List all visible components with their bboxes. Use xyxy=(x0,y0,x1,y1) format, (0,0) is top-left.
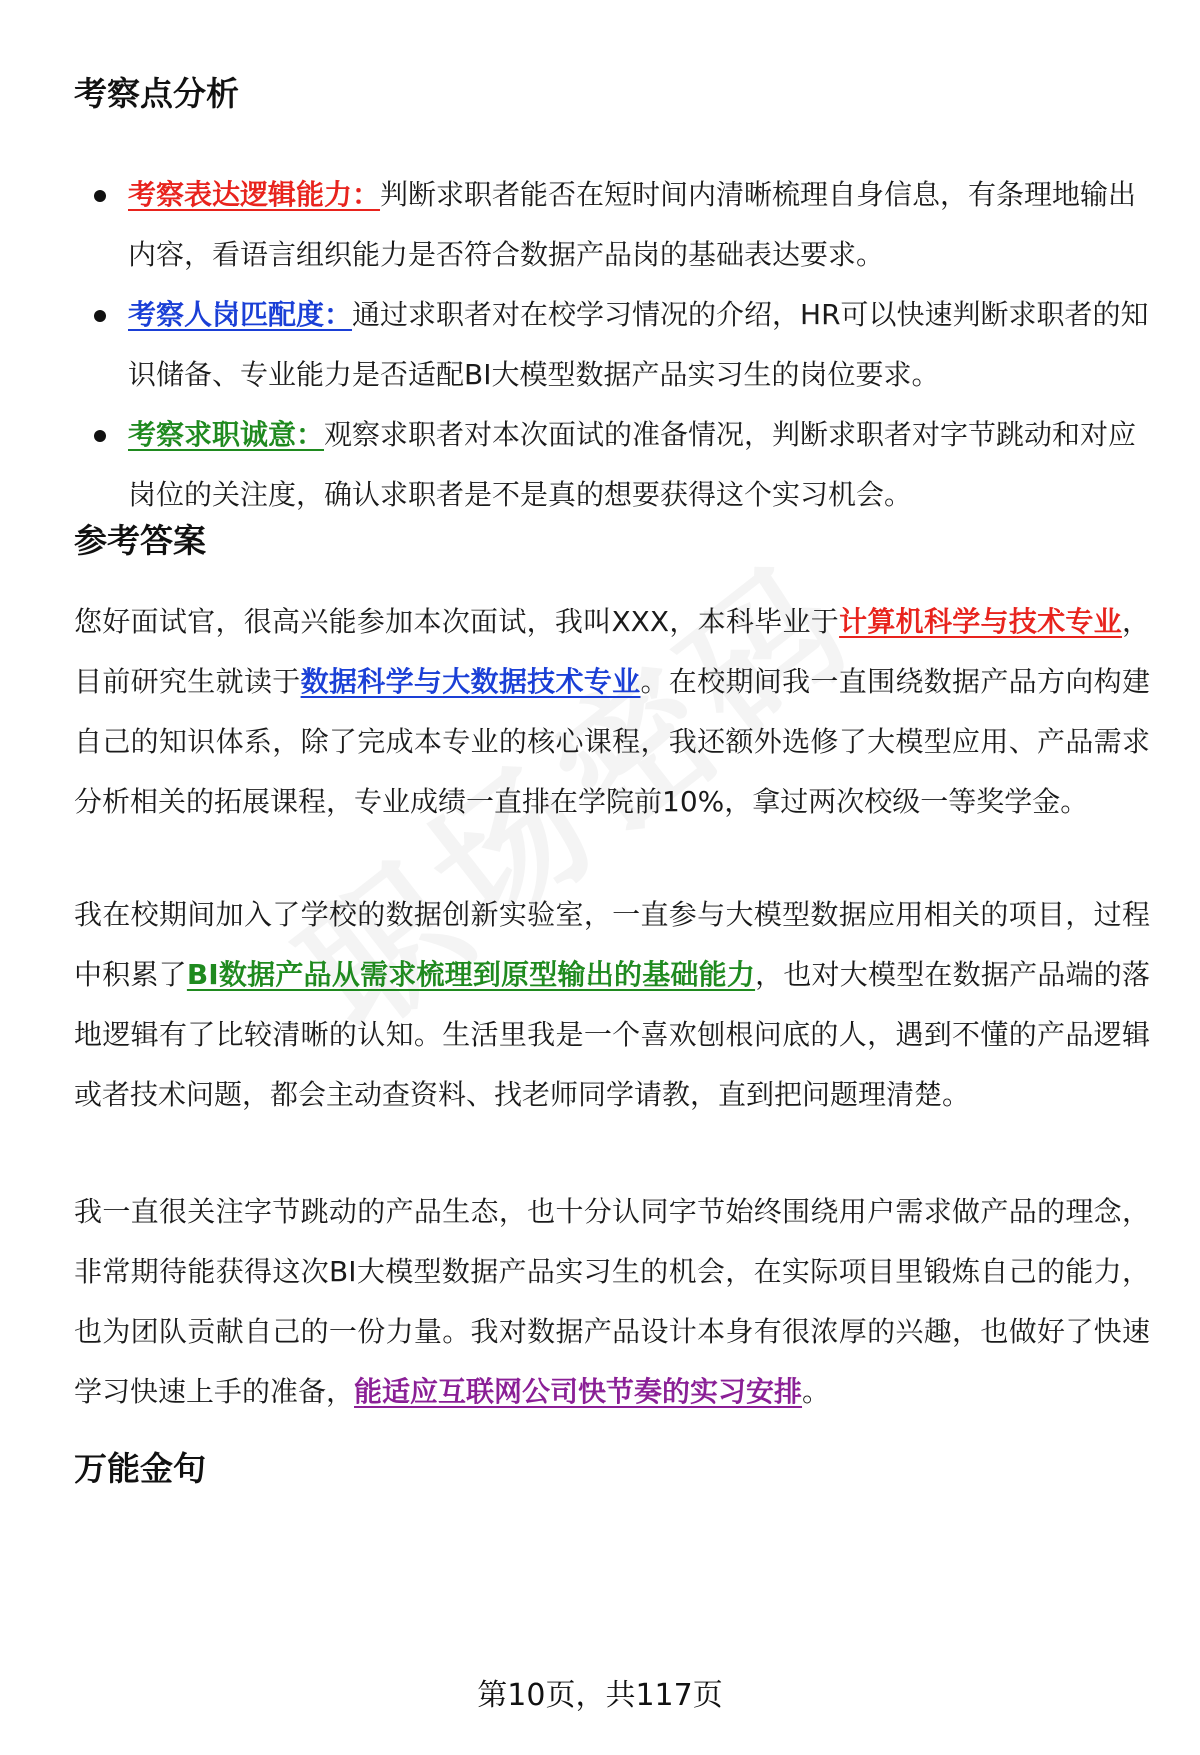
answer-text: 。 xyxy=(802,1375,831,1408)
answer-keyword: 能适应互联网公司快节奏的实习安排 xyxy=(354,1375,803,1408)
bullet-dot xyxy=(94,310,106,322)
analysis-label: 考察求职诚意： xyxy=(128,418,325,451)
answer-text: 。在校期间我一直围绕数据产品方向构建自己的知识体系，除了完成本专业的核心课程，我还额外选修了大模型应用、产品需求分析相关的拓展课程，专业成绩一直排在学院前10%，拿过两次校级一等奖学金。 xyxy=(74,665,1150,818)
section-title-golden-sentences: 万能金句 xyxy=(74,1449,206,1488)
answer-text: 我在校期间加入了学校的数据创新实验室，一直参与大模型数据应用相关的项目，过程中积累了 xyxy=(74,898,1150,991)
answer-text: 您好面试官，很高兴能参加本次面试，我叫XXX，本科毕业于 xyxy=(74,605,840,638)
analysis-text: 观察求职者对本次面试的准备情况，判断求职者对字节跳动和对应岗位的关注度，确认求职者是不是真的想要获得这个实习机会。 xyxy=(128,418,1137,511)
section-title-answer: 参考答案 xyxy=(74,521,206,560)
answer-paragraph-1 xyxy=(74,592,1150,832)
analysis-text: 通过求职者对在校学习情况的介绍，HR可以快速判断求职者的知识储备、专业能力是否适配BI大模型数据产品实习生的岗位要求。 xyxy=(128,298,1149,391)
analysis-list xyxy=(74,165,1150,525)
answer-paragraph-3 xyxy=(74,1182,1150,1422)
analysis-item xyxy=(74,405,1150,525)
section-title-analysis: 考察点分析 xyxy=(74,74,239,113)
answer-text: ，目前研究生就读于 xyxy=(74,605,1150,698)
page-number: 第10页，共117页 xyxy=(477,1678,723,1713)
answer-text: 我一直很关注字节跳动的产品生态，也十分认同字节始终围绕用户需求做产品的理念，非常期待能获得这次BI大模型数据产品实习生的机会，在实际项目里锻炼自己的能力，也为团队贡献自己的一份力量。我对数据产品设计本身有很浓厚的兴趣，也做好了快速学习快速上手的准备， xyxy=(74,1195,1150,1408)
answer-keyword: 计算机科学与技术专业 xyxy=(839,605,1122,638)
analysis-label: 考察表达逻辑能力： xyxy=(128,178,381,211)
answer-paragraph-2 xyxy=(74,885,1150,1125)
bullet-dot xyxy=(94,430,106,442)
analysis-item xyxy=(74,285,1150,405)
answer-keyword: BI数据产品从需求梳理到原型输出的基础能力 xyxy=(186,958,756,991)
analysis-text: 判断求职者能否在短时间内清晰梳理自身信息，有条理地输出内容，看语言组织能力是否符合数据产品岗的基础表达要求。 xyxy=(128,178,1137,271)
bullet-dot xyxy=(94,190,106,202)
analysis-label: 考察人岗匹配度： xyxy=(128,298,353,331)
analysis-item xyxy=(74,165,1150,285)
answer-keyword: 数据科学与大数据技术专业 xyxy=(300,665,641,698)
answer-text: ，也对大模型在数据产品端的落地逻辑有了比较清晰的认知。生活里我是一个喜欢刨根问底的人，遇到不懂的产品逻辑或者技术问题，都会主动查资料、找老师同学请教，直到把问题理清楚。 xyxy=(74,958,1150,1111)
